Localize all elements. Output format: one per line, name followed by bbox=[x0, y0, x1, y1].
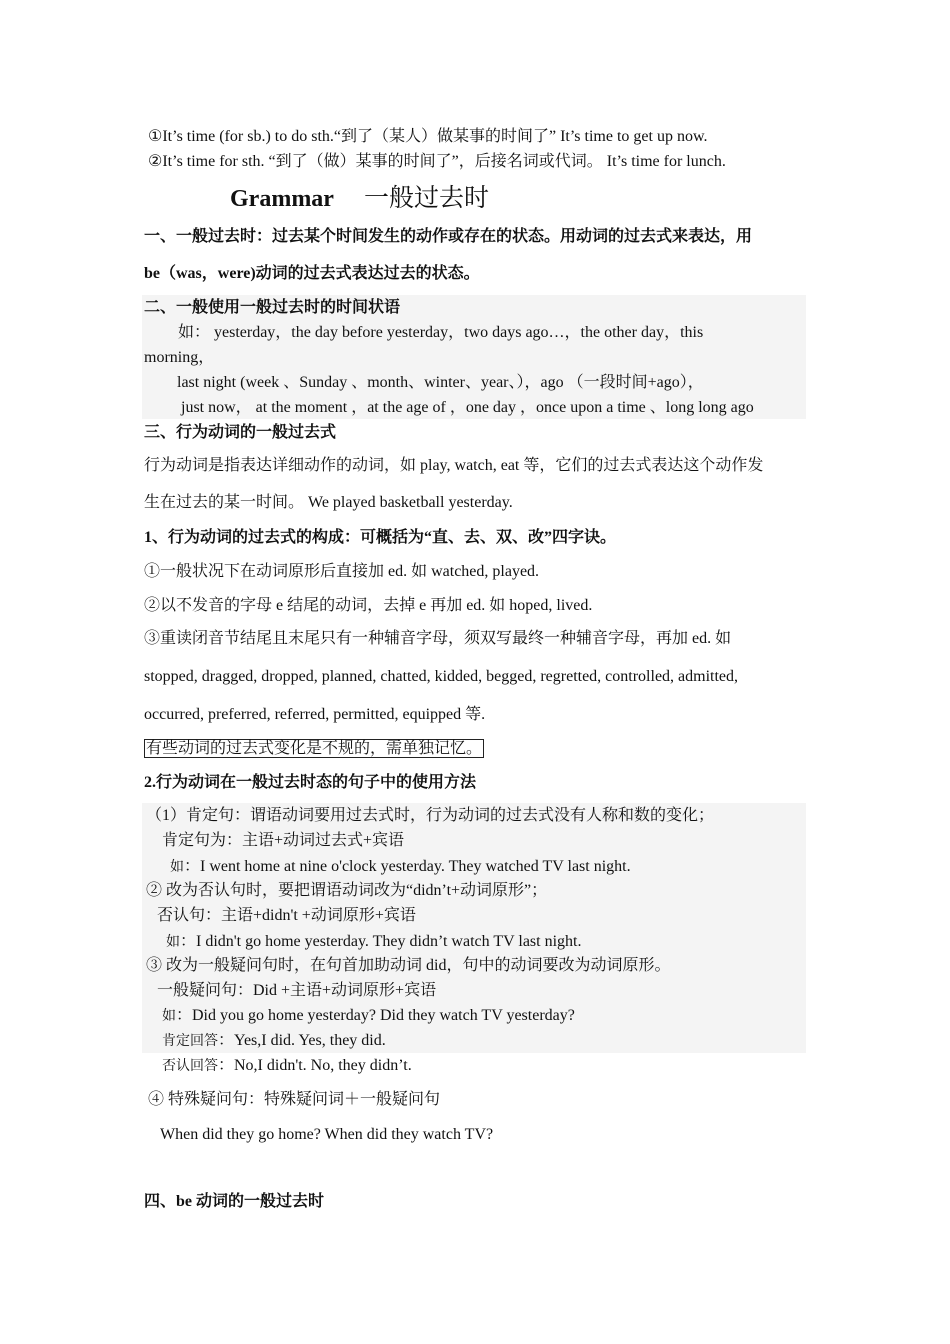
affirmative-example: 如：I went home at nine o'clock yesterday. They watched TV last night. bbox=[170, 858, 631, 875]
answer-prefix: 肯定回答 bbox=[162, 1033, 218, 1049]
negative-answer: 否认回答：No,I didn't. No, they didn’t. bbox=[162, 1057, 412, 1074]
affirmative-line-2: 肯定句为：主语+动词过去式+宾语 bbox=[162, 832, 405, 849]
subsection1-heading: 1、行为动词的过去式的构成：可概括为“直、去、双、改”四字诀。 bbox=[144, 529, 617, 546]
section2-line-4: just now， at the moment ，at the age of ，one day ，once upon a time 、long long ago bbox=[181, 399, 754, 416]
question-line-2: 一般疑问句：Did +主语+动词原形+宾语 bbox=[157, 982, 437, 999]
section2-heading: 二、一般使用一般过去时的时间状语 bbox=[144, 299, 401, 316]
affirmative-line-1: （1）肯定句：谓语动词要用过去式时，行为动词的过去式没有人称和数的变化； bbox=[146, 807, 715, 824]
section3-para-2: 生在过去的某一时间。 We played basketball yesterday. bbox=[144, 494, 513, 511]
answer-prefix: 否认回答 bbox=[162, 1058, 218, 1074]
section4-heading: 四、be 动词的一般过去时 bbox=[144, 1193, 325, 1210]
intro-line-1: ①It’s time (for sb.) to do sth.“到了（某人）做某事的时间了” It’s time to get up now. bbox=[148, 128, 708, 145]
title-chinese: 一般过去时 bbox=[363, 185, 489, 212]
section1-line-1: 一、一般过去时：过去某个时间发生的动作或存在的状态。用动词的过去式来表达，用 bbox=[144, 228, 753, 245]
irregular-note-box: 有些动词的过去式变化是不规的，需单独记忆。 bbox=[146, 740, 483, 757]
section2-line-1: 如： yesterday，the day before yesterday，two days ago…，the other day，this bbox=[178, 324, 704, 341]
negative-line-2: 否认句：主语+didn't +动词原形+宾语 bbox=[157, 907, 416, 924]
section2-line-2: morning， bbox=[144, 349, 215, 366]
example-prefix: 如 bbox=[166, 934, 180, 950]
rule-3-examples-1: stopped, dragged, dropped, planned, chatted, kidded, begged, regretted, controlled, admitted, bbox=[144, 668, 739, 685]
question-example: 如：Did you go home yesterday? Did they watch TV yesterday? bbox=[162, 1007, 575, 1024]
section2-line-3: last night (week 、Sunday 、month、winter、year、），ago （一段时间+ago）， bbox=[177, 374, 704, 391]
section3-para-1: 行为动词是指表达详细动作的动词，如 play, watch, eat 等，它们的过去式表达这个动作发 bbox=[144, 457, 764, 474]
intro-line-2: ②It’s time for sth. “到了（做）某事的时间了”，后接名词或代词。 It’s time for lunch. bbox=[148, 153, 726, 170]
section3-heading: 三、行为动词的一般过去式 bbox=[144, 424, 337, 441]
section1-line-2: be（was，were)动词的过去式表达过去的状态。 bbox=[144, 265, 480, 282]
question-line-1: ③ 改为一般疑问句时，在句首加助动词 did，句中的动词要改为动词原形。 bbox=[146, 957, 671, 974]
example-prefix: 如 bbox=[162, 1008, 176, 1024]
rule-2: ②以不发音的字母 e 结尾的动词，去掉 e 再加 ed. 如 hoped, lived. bbox=[144, 597, 593, 614]
rule-3: ③重读闭音节结尾且末尾只有一种辅音字母，须双写最终一种辅音字母，再加 ed. 如 bbox=[144, 630, 732, 647]
special-question-example: When did they go home? When did they watch TV? bbox=[160, 1126, 494, 1143]
subsection2-heading: 2.行为动词在一般过去时态的句子中的使用方法 bbox=[144, 774, 477, 791]
example-prefix: 如 bbox=[170, 859, 184, 875]
title-english: Grammar bbox=[230, 186, 334, 212]
page-title bbox=[230, 184, 489, 214]
negative-line-1: ② 改为否认句时，要把谓语动词改为“didn’t+动词原形”； bbox=[146, 882, 548, 899]
positive-answer: 肯定回答：Yes,I did. Yes, they did. bbox=[162, 1032, 386, 1049]
special-question-line-1: ④ 特殊疑问句：特殊疑问词＋一般疑问句 bbox=[148, 1091, 441, 1108]
rule-3-examples-2: occurred, preferred, referred, permitted, equipped 等. bbox=[144, 706, 486, 723]
rule-1: ①一般状况下在动词原形后直接加 ed. 如 watched, played. bbox=[144, 563, 540, 580]
negative-example: 如：I didn't go home yesterday. They didn’t watch TV last night. bbox=[166, 933, 582, 950]
